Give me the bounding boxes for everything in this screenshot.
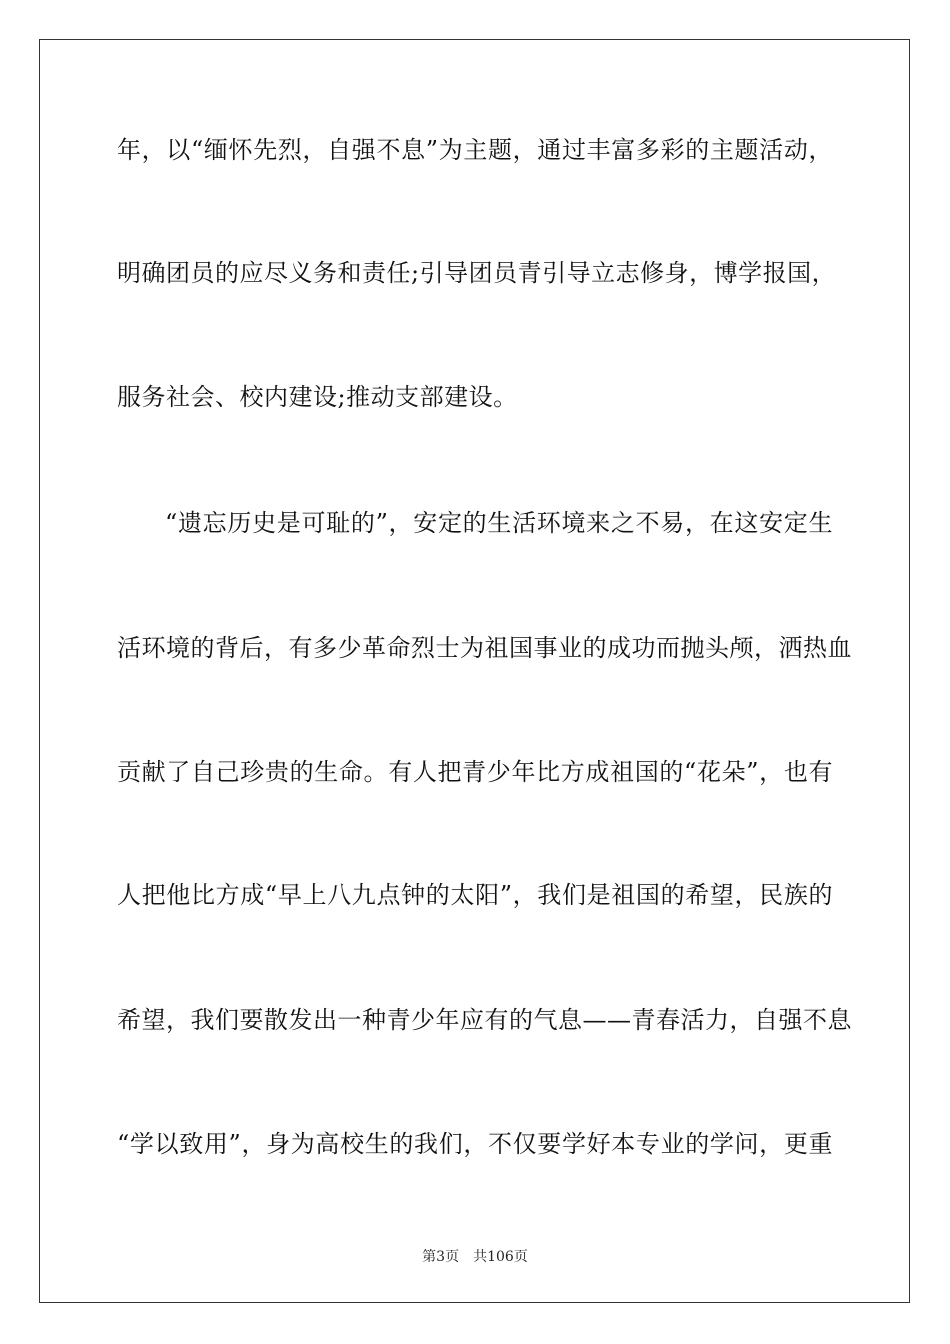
text-line-3: 服务社会、校内建设;推动支部建设。: [117, 383, 518, 411]
page-footer: [0, 1246, 950, 1266]
text-line-9: “学以致用”，身为高校生的我们，不仅要学好本专业的学问，更重: [117, 1130, 833, 1158]
total-pages: 共106页: [473, 1249, 528, 1265]
text-line-4: “遗忘历史是可耻的”，安定的生活环境来之不易，在这安定生: [165, 509, 833, 537]
page-number: 第3页: [422, 1249, 460, 1265]
text-line-1: 年，以“缅怀先烈，自强不息”为主题，通过丰富多彩的主题活动，: [117, 136, 833, 164]
text-line-7: 人把他比方成“早上八九点钟的太阳”，我们是祖国的希望，民族的: [117, 881, 833, 909]
text-line-6: 贡献了自己珍贵的生命。有人把青少年比方成祖国的“花朵”，也有: [117, 758, 833, 786]
text-line-2: 明确团员的应尽义务和责任;引导团员青引导立志修身，博学报国，: [117, 259, 837, 287]
text-line-8: 希望，我们要散发出一种青少年应有的气息——青春活力，自强不息: [117, 1006, 852, 1034]
text-line-5: 活环境的背后，有多少革命烈士为祖国事业的成功而抛头颅，洒热血: [117, 634, 852, 662]
page-border: [39, 39, 910, 1303]
